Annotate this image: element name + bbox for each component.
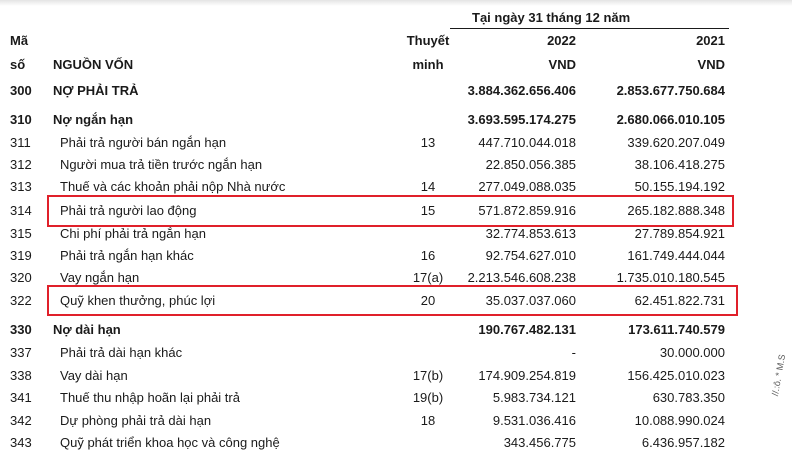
year-prior-header: 2021 bbox=[696, 33, 725, 48]
note-header-line2: minh bbox=[412, 57, 444, 72]
row-label: Phải trả người lao động bbox=[60, 203, 197, 218]
row-value-2021: 27.789.854.921 bbox=[634, 226, 725, 241]
row-code: 343 bbox=[10, 435, 32, 450]
row-value-2022: 92.754.627.010 bbox=[485, 248, 576, 263]
row-value-2021: 62.451.822.731 bbox=[634, 293, 725, 308]
row-value-2021: 38.106.418.275 bbox=[634, 157, 725, 172]
row-label: Quỹ phát triển khoa học và công nghệ bbox=[60, 435, 280, 450]
row-code: 322 bbox=[10, 293, 32, 308]
row-note: 17(a) bbox=[412, 270, 444, 285]
row-value-2021: 30.000.000 bbox=[659, 345, 725, 360]
code-header-line2: số bbox=[10, 57, 26, 72]
row-label: Thuế thu nhập hoãn lại phải trả bbox=[60, 390, 240, 405]
row-code: 337 bbox=[10, 345, 32, 360]
row-value-2021: 161.749.444.044 bbox=[627, 248, 725, 263]
row-label: Chi phí phải trả ngắn hạn bbox=[60, 226, 206, 241]
row-code: 315 bbox=[10, 226, 32, 241]
row-value-2022: 2.213.546.608.238 bbox=[467, 270, 576, 285]
row-label: Quỹ khen thưởng, phúc lợi bbox=[60, 293, 216, 308]
row-note: 14 bbox=[420, 179, 436, 194]
row-value-2022: 3.884.362.656.406 bbox=[467, 83, 576, 98]
row-label: Phải trả dài hạn khác bbox=[60, 345, 183, 360]
row-value-2021: 173.611.740.579 bbox=[628, 322, 725, 337]
row-note: 20 bbox=[420, 293, 436, 308]
highlight-box-bonus-welfare-fund bbox=[47, 285, 738, 316]
row-code: 311 bbox=[10, 135, 31, 150]
row-value-2021: 2.680.066.010.105 bbox=[616, 112, 725, 127]
row-note: 13 bbox=[420, 135, 436, 150]
row-code: 312 bbox=[10, 157, 32, 172]
row-value-2022: 447.710.044.018 bbox=[478, 135, 576, 150]
label-header: NGUỒN VỐN bbox=[53, 57, 134, 72]
period-underline bbox=[450, 28, 729, 29]
row-value-2021: 1.735.010.180.545 bbox=[616, 270, 725, 285]
row-note: 19(b) bbox=[412, 390, 444, 405]
row-value-2022: 174.909.254.819 bbox=[478, 368, 576, 383]
code-header-line1: Mã bbox=[10, 33, 29, 48]
row-code: 300 bbox=[10, 83, 32, 98]
row-value-2022: 343.456.775 bbox=[503, 435, 576, 450]
row-code: 314 bbox=[10, 203, 32, 218]
row-code: 341 bbox=[10, 390, 32, 405]
row-value-2021: 265.182.888.348 bbox=[627, 203, 725, 218]
row-label: Nợ dài hạn bbox=[53, 322, 121, 337]
row-value-2022: 22.850.056.385 bbox=[485, 157, 576, 172]
row-value-2022: 35.037.037.060 bbox=[485, 293, 576, 308]
row-note: 17(b) bbox=[412, 368, 444, 383]
row-code: 338 bbox=[10, 368, 32, 383]
row-value-2021: 50.155.194.192 bbox=[634, 179, 725, 194]
row-value-2022: 9.531.036.416 bbox=[492, 413, 576, 428]
row-value-2022: 32.774.853.613 bbox=[485, 226, 576, 241]
row-label: Vay dài hạn bbox=[60, 368, 128, 383]
row-value-2022: - bbox=[571, 345, 576, 360]
margin-stamp-marks: //.:ô. * M.S bbox=[770, 353, 788, 397]
row-label: Nợ ngắn hạn bbox=[53, 112, 134, 127]
row-value-2022: 277.049.088.035 bbox=[478, 179, 576, 194]
row-label: NỢ PHẢI TRẢ bbox=[53, 83, 139, 98]
unit-prior-header: VND bbox=[697, 57, 725, 72]
row-value-2022: 571.872.859.916 bbox=[478, 203, 576, 218]
row-value-2022: 190.767.482.131 bbox=[478, 322, 576, 337]
row-note: 15 bbox=[420, 203, 436, 218]
row-note: 18 bbox=[420, 413, 436, 428]
row-code: 313 bbox=[10, 179, 32, 194]
row-note: 16 bbox=[420, 248, 436, 263]
row-label: Phải trả ngắn hạn khác bbox=[60, 248, 194, 263]
unit-current-header: VND bbox=[548, 57, 576, 72]
row-value-2021: 10.088.990.024 bbox=[634, 413, 725, 428]
row-value-2021: 156.425.010.023 bbox=[627, 368, 725, 383]
period-caption: Tại ngày 31 tháng 12 năm bbox=[472, 10, 631, 25]
highlight-box-employee-payables bbox=[47, 195, 734, 227]
note-header-line1: Thuyết bbox=[406, 33, 450, 48]
row-value-2022: 5.983.734.121 bbox=[492, 390, 576, 405]
row-value-2021: 630.783.350 bbox=[652, 390, 725, 405]
top-shade bbox=[0, 0, 792, 6]
row-label: Dự phòng phải trả dài hạn bbox=[60, 413, 212, 428]
row-value-2021: 6.436.957.182 bbox=[641, 435, 725, 450]
row-label: Người mua trả tiền trước ngắn hạn bbox=[60, 157, 263, 172]
row-value-2021: 2.853.677.750.684 bbox=[616, 83, 725, 98]
row-code: 310 bbox=[10, 112, 32, 127]
year-current-header: 2022 bbox=[547, 33, 576, 48]
row-code: 320 bbox=[10, 270, 32, 285]
row-label: Thuế và các khoản phải nộp Nhà nước bbox=[60, 179, 286, 194]
row-label: Vay ngắn hạn bbox=[60, 270, 140, 285]
row-code: 319 bbox=[10, 248, 32, 263]
row-label: Phải trả người bán ngắn hạn bbox=[60, 135, 227, 150]
row-code: 330 bbox=[10, 322, 32, 337]
row-value-2021: 339.620.207.049 bbox=[627, 135, 725, 150]
row-value-2022: 3.693.595.174.275 bbox=[467, 112, 576, 127]
row-code: 342 bbox=[10, 413, 32, 428]
